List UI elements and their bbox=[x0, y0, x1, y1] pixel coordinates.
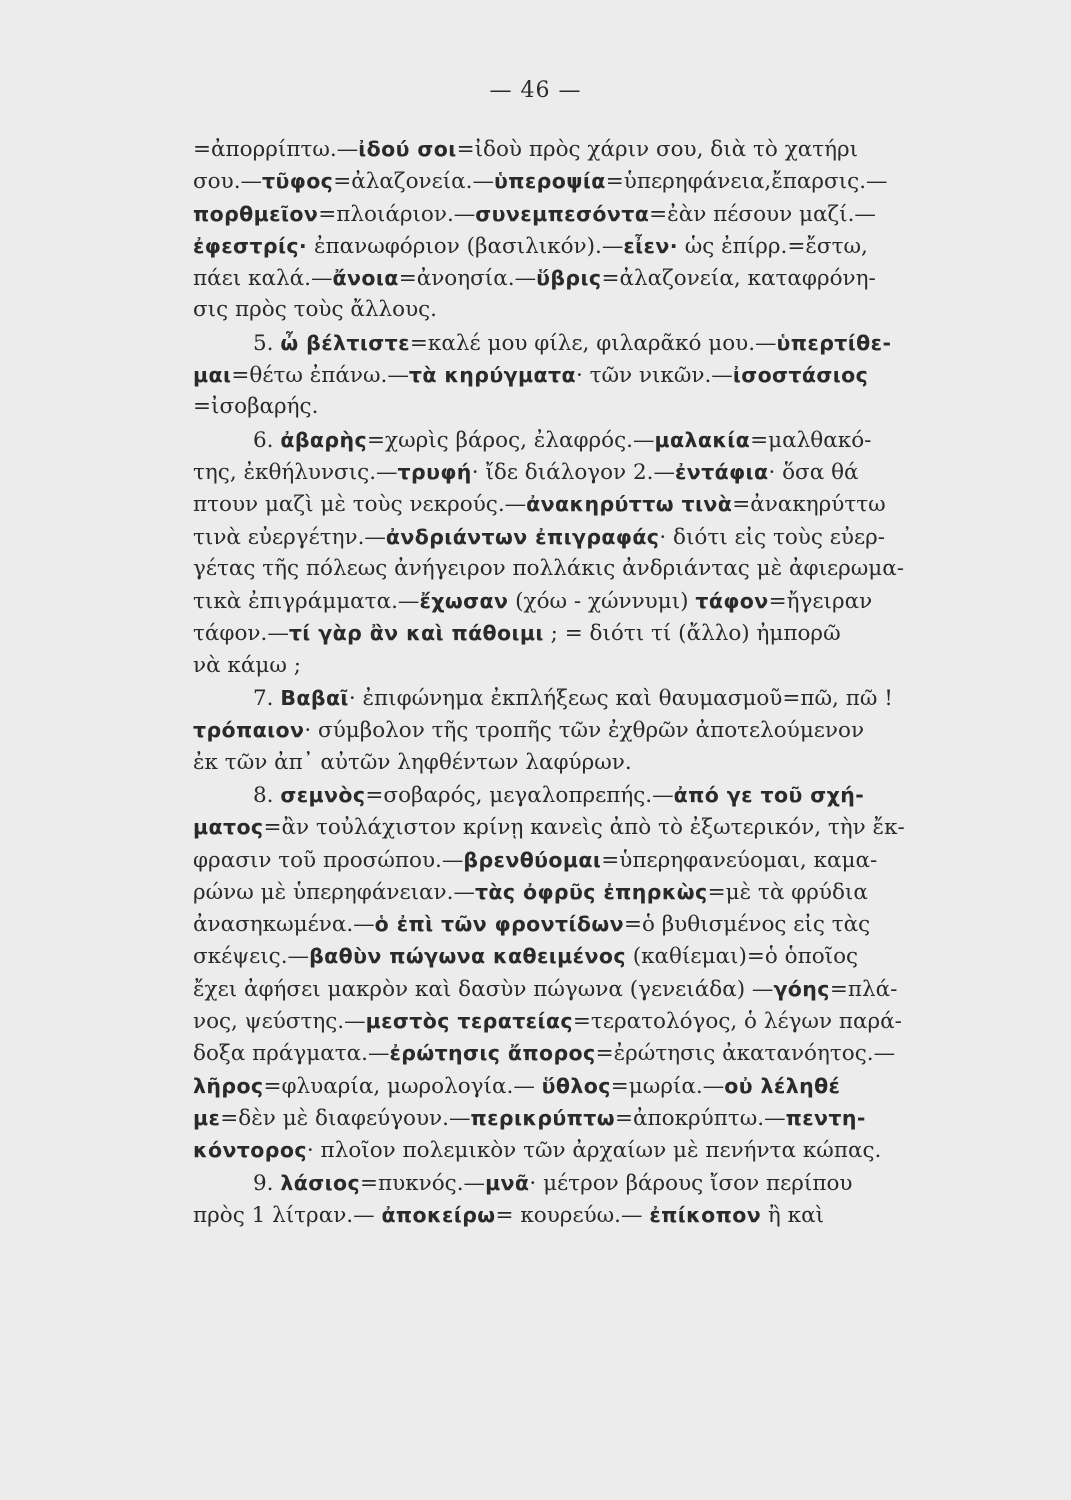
headword: ἐφεστρίς· bbox=[193, 233, 308, 258]
gloss-text: τικὰ ἐπιγράμματα.— bbox=[193, 589, 420, 615]
text-line bbox=[193, 1070, 1053, 1102]
glossary-text bbox=[193, 133, 1053, 1231]
headword: τὰ κηρύγματα bbox=[408, 363, 576, 388]
gloss-text: ἀνασηκωμένα.— bbox=[193, 912, 375, 938]
gloss-text: =ἀποκρύπτω.— bbox=[614, 1105, 786, 1131]
headword: ὁ ἐπὶ τῶν φροντίδων bbox=[374, 912, 624, 937]
text-line bbox=[193, 714, 1053, 746]
headword: ὦ βέλτιστε bbox=[280, 330, 410, 355]
text-line bbox=[193, 940, 1053, 972]
gloss-text: =σοβαρός, μεγαλοπρεπής.— bbox=[365, 782, 674, 808]
headword: Βαβαῖ bbox=[280, 686, 349, 711]
gloss-text: ἐπανωφόριον (βασιλικόν).— bbox=[307, 233, 624, 259]
gloss-text: τάφον.— bbox=[193, 621, 289, 647]
headword: τὰς ὀφρῦς ἐπηρκὼς bbox=[474, 879, 708, 904]
gloss-text: =μωρία.— bbox=[610, 1073, 725, 1099]
gloss-text: =ἐὰν πέσουν μαζί.— bbox=[649, 201, 876, 227]
gloss-text: νὰ κάμω ; bbox=[193, 652, 301, 678]
text-line bbox=[193, 488, 1053, 520]
gloss-text: · διότι εἰς τοὺς εὐερ- bbox=[659, 524, 885, 550]
gloss-text: · τῶν νικῶν.— bbox=[575, 363, 733, 389]
text-line bbox=[193, 165, 1053, 197]
gloss-text: =τερατολόγος, ὁ λέγων παρά- bbox=[572, 1009, 902, 1035]
gloss-text: =θέτω ἐπάνω.— bbox=[231, 363, 409, 389]
gloss-text: =πλά- bbox=[829, 976, 898, 1002]
gloss-text: · ἐπιφώνημα ἐκπλήξεως καὶ θαυμασμοῦ=πῶ, πῶ ! bbox=[348, 686, 893, 712]
gloss-text: σου.— bbox=[193, 169, 263, 195]
headword: ἀποκείρω bbox=[381, 1202, 496, 1227]
text-line bbox=[193, 294, 1053, 326]
headword: ἐντάφια bbox=[674, 459, 769, 484]
text-line bbox=[193, 1037, 1053, 1069]
text-line bbox=[193, 521, 1053, 553]
gloss-text: · μέτρον βάρους ἴσον περίπου bbox=[529, 1170, 853, 1196]
headword: ἐπίκοπον bbox=[649, 1202, 762, 1227]
text-line bbox=[193, 876, 1053, 908]
gloss-text: =φλυαρία, μωρολογία.— bbox=[263, 1073, 542, 1099]
gloss-text: (χόω - χώννυμι) bbox=[508, 589, 696, 615]
headword: συνεμπεσόντα bbox=[475, 201, 650, 226]
gloss-text: · σύμβολον τῆς τροπῆς τῶν ἐχθρῶν ἀποτελούμενον bbox=[304, 718, 865, 744]
text-line bbox=[193, 1167, 1053, 1199]
headword: μαι bbox=[193, 363, 232, 388]
headword: ἐρώτησις ἄπορος bbox=[389, 1041, 596, 1066]
gloss-text: =δὲν μὲ διαφεύγουν.— bbox=[220, 1105, 471, 1131]
text-line bbox=[193, 1199, 1053, 1231]
headword: ἀνακηρύττω τινὰ bbox=[526, 492, 733, 517]
gloss-text: ἔχει ἀφήσει μακρὸν καὶ δασὺν πώγωνα (γενειάδα) — bbox=[193, 976, 774, 1002]
gloss-text: ; = διότι τί (ἄλλο) ἠμπορῶ bbox=[543, 621, 841, 647]
headword: τάφον bbox=[695, 589, 769, 614]
headword: βαθὺν πώγωνα καθειμένος bbox=[309, 944, 626, 969]
gloss-text: =ἐρώτησις ἀκατανόητος.— bbox=[595, 1041, 896, 1067]
gloss-text: =ἀνοησία.— bbox=[398, 266, 537, 292]
headword: ἀνδριάντων ἐπιγραφάς bbox=[385, 524, 660, 549]
gloss-text: =μὲ τὰ φρύδια bbox=[707, 879, 868, 905]
gloss-text: 5. bbox=[253, 330, 281, 356]
headword: λῆρος bbox=[193, 1073, 264, 1098]
text-line bbox=[193, 908, 1053, 940]
text-line bbox=[193, 585, 1053, 617]
gloss-text: =ἂν τοὐλάχιστον κρίνῃ κανεὶς ἀπὸ τὸ ἐξωτερικόν, τὴν ἔκ- bbox=[263, 815, 905, 841]
text-line bbox=[193, 1005, 1053, 1037]
gloss-text: =μαλθακό- bbox=[750, 427, 872, 453]
text-line bbox=[193, 391, 1053, 423]
headword: τῦφος bbox=[262, 169, 334, 194]
headword: τί γὰρ ἂν καὶ πάθοιμι bbox=[288, 621, 544, 646]
gloss-text: 8. bbox=[253, 782, 281, 808]
gloss-text: · ἴδε διάλογον 2.— bbox=[471, 459, 675, 485]
headword: πορθμεῖον bbox=[193, 201, 319, 226]
headword: βρενθύομαι bbox=[463, 847, 602, 872]
text-line bbox=[193, 1102, 1053, 1134]
gloss-text: =ἀπορρίπτω.— bbox=[193, 137, 359, 162]
headword: μεστὸς τερατείας bbox=[365, 1009, 573, 1034]
gloss-text: =ἀλαζονεία, καταφρόνη- bbox=[601, 266, 876, 292]
text-line bbox=[193, 230, 1053, 262]
gloss-text: =πλοιάριον.— bbox=[318, 201, 476, 227]
gloss-text: πρὸς 1 λίτραν.— bbox=[193, 1202, 382, 1228]
headword: γόης bbox=[773, 976, 830, 1001]
gloss-text: = κουρεύω.— bbox=[495, 1202, 650, 1228]
gloss-text: =ὁ βυθισμένος εἰς τὰς bbox=[623, 912, 871, 938]
gloss-text: φρασιν τοῦ προσώπου.— bbox=[193, 847, 464, 873]
page-number: — 46 — bbox=[489, 78, 582, 103]
text-line bbox=[193, 617, 1053, 649]
text-line bbox=[193, 262, 1053, 294]
headword: ὑπεροψία bbox=[494, 169, 606, 194]
gloss-text: · ὅσα θά bbox=[768, 459, 859, 485]
text-line bbox=[193, 844, 1053, 876]
gloss-text: 6. bbox=[253, 427, 281, 453]
gloss-text: 7. bbox=[253, 686, 281, 712]
text-line bbox=[193, 553, 1053, 585]
text-line bbox=[193, 747, 1053, 779]
text-line bbox=[193, 811, 1053, 843]
gloss-text: =ἰδοὺ πρὸς χάριν σου, διὰ τὸ χατήρι bbox=[456, 137, 859, 162]
text-line bbox=[193, 327, 1053, 359]
gloss-text: =ὑπερηφανεύομαι, καμα- bbox=[601, 847, 878, 873]
gloss-text: σκέψεις.— bbox=[193, 944, 310, 970]
headword: ὑπερτίθε- bbox=[776, 330, 892, 355]
gloss-text: της, ἐκθήλυνσις.— bbox=[193, 459, 398, 485]
gloss-text: =χωρὶς βάρος, ἐλαφρός.— bbox=[367, 427, 655, 453]
gloss-text: ἢ καὶ bbox=[761, 1202, 825, 1228]
gloss-text: =ἰσοβαρής. bbox=[193, 394, 319, 420]
gloss-text: · πλοῖον πολεμικὸν τῶν ἀρχαίων μὲ πενήντα κώπας. bbox=[306, 1138, 882, 1164]
gloss-text: ρώνω μὲ ὑπερηφάνειαν.— bbox=[193, 879, 475, 905]
text-line bbox=[193, 682, 1053, 714]
text-line bbox=[193, 1134, 1053, 1166]
headword: μαλακία bbox=[654, 427, 751, 452]
headword: ἰσοστάσιος bbox=[732, 363, 869, 388]
headword: ἔχωσαν bbox=[419, 589, 509, 614]
text-line bbox=[193, 973, 1053, 1005]
gloss-text: σις πρὸς τοὺς ἄλλους. bbox=[193, 297, 438, 323]
headword: ἄνοια bbox=[332, 266, 399, 291]
headword: ὕθλος bbox=[541, 1073, 611, 1098]
headword: τρυφή bbox=[397, 459, 472, 484]
headword: λάσιος bbox=[280, 1170, 361, 1195]
text-line bbox=[193, 650, 1053, 682]
gloss-text: =ἤγειραν bbox=[768, 589, 873, 615]
gloss-text: ἐκ τῶν ἀπ᾿ αὐτῶν ληφθέντων λαφύρων. bbox=[193, 749, 632, 775]
headword: μνᾶ bbox=[485, 1170, 530, 1195]
text-line bbox=[193, 198, 1053, 230]
text-line bbox=[193, 424, 1053, 456]
gloss-text: (καθίεμαι)=ὁ ὁποῖος bbox=[625, 944, 859, 970]
gloss-text: =ὑπερηφάνεια,ἔπαρσις.— bbox=[605, 169, 888, 195]
headword: ἀβαρὴς bbox=[280, 427, 368, 452]
gloss-text: =ἀνακηρύττω bbox=[732, 492, 886, 518]
headword: κόντορος bbox=[193, 1138, 307, 1163]
text-line bbox=[193, 133, 1053, 165]
text-line bbox=[193, 456, 1053, 488]
headword: ἰδού σοι bbox=[358, 137, 457, 161]
gloss-text: 9. bbox=[253, 1170, 281, 1196]
headword: εἶεν· bbox=[623, 233, 678, 258]
gloss-text: ὡς ἐπίρρ.=ἔστω, bbox=[677, 233, 868, 259]
headword: πεντη- bbox=[785, 1105, 866, 1130]
text-line bbox=[193, 359, 1053, 391]
headword: οὐ λέληθέ bbox=[724, 1073, 841, 1098]
gloss-text: =καλέ μου φίλε, φιλαρᾶκό μου.— bbox=[409, 330, 777, 356]
text-line bbox=[193, 779, 1053, 811]
headword: σεμνὸς bbox=[280, 782, 366, 807]
headword: ἀπό γε τοῦ σχή- bbox=[673, 782, 865, 807]
gloss-text: τινὰ εὐεργέτην.— bbox=[193, 524, 386, 550]
gloss-text: νος, ψεύστης.— bbox=[193, 1009, 366, 1035]
gloss-text: δοξα πράγματα.— bbox=[193, 1041, 390, 1067]
gloss-text: πτουν μαζὶ μὲ τοὺς νεκρούς.— bbox=[193, 492, 527, 518]
gloss-text: πάει καλά.— bbox=[193, 266, 333, 292]
headword: τρόπαιον bbox=[193, 718, 305, 743]
headword: ὕβρις bbox=[536, 266, 602, 291]
headword: με bbox=[193, 1105, 221, 1130]
headword: ματος bbox=[193, 815, 264, 840]
gloss-text: =πυκνός.— bbox=[360, 1170, 486, 1196]
gloss-text: γέτας τῆς πόλεως ἀνήγειρον πολλάκις ἀνδριάντας μὲ ἀφιερωμα- bbox=[193, 555, 905, 581]
gloss-text: =ἀλαζονεία.— bbox=[333, 169, 495, 195]
headword: περικρύπτω bbox=[470, 1105, 615, 1130]
